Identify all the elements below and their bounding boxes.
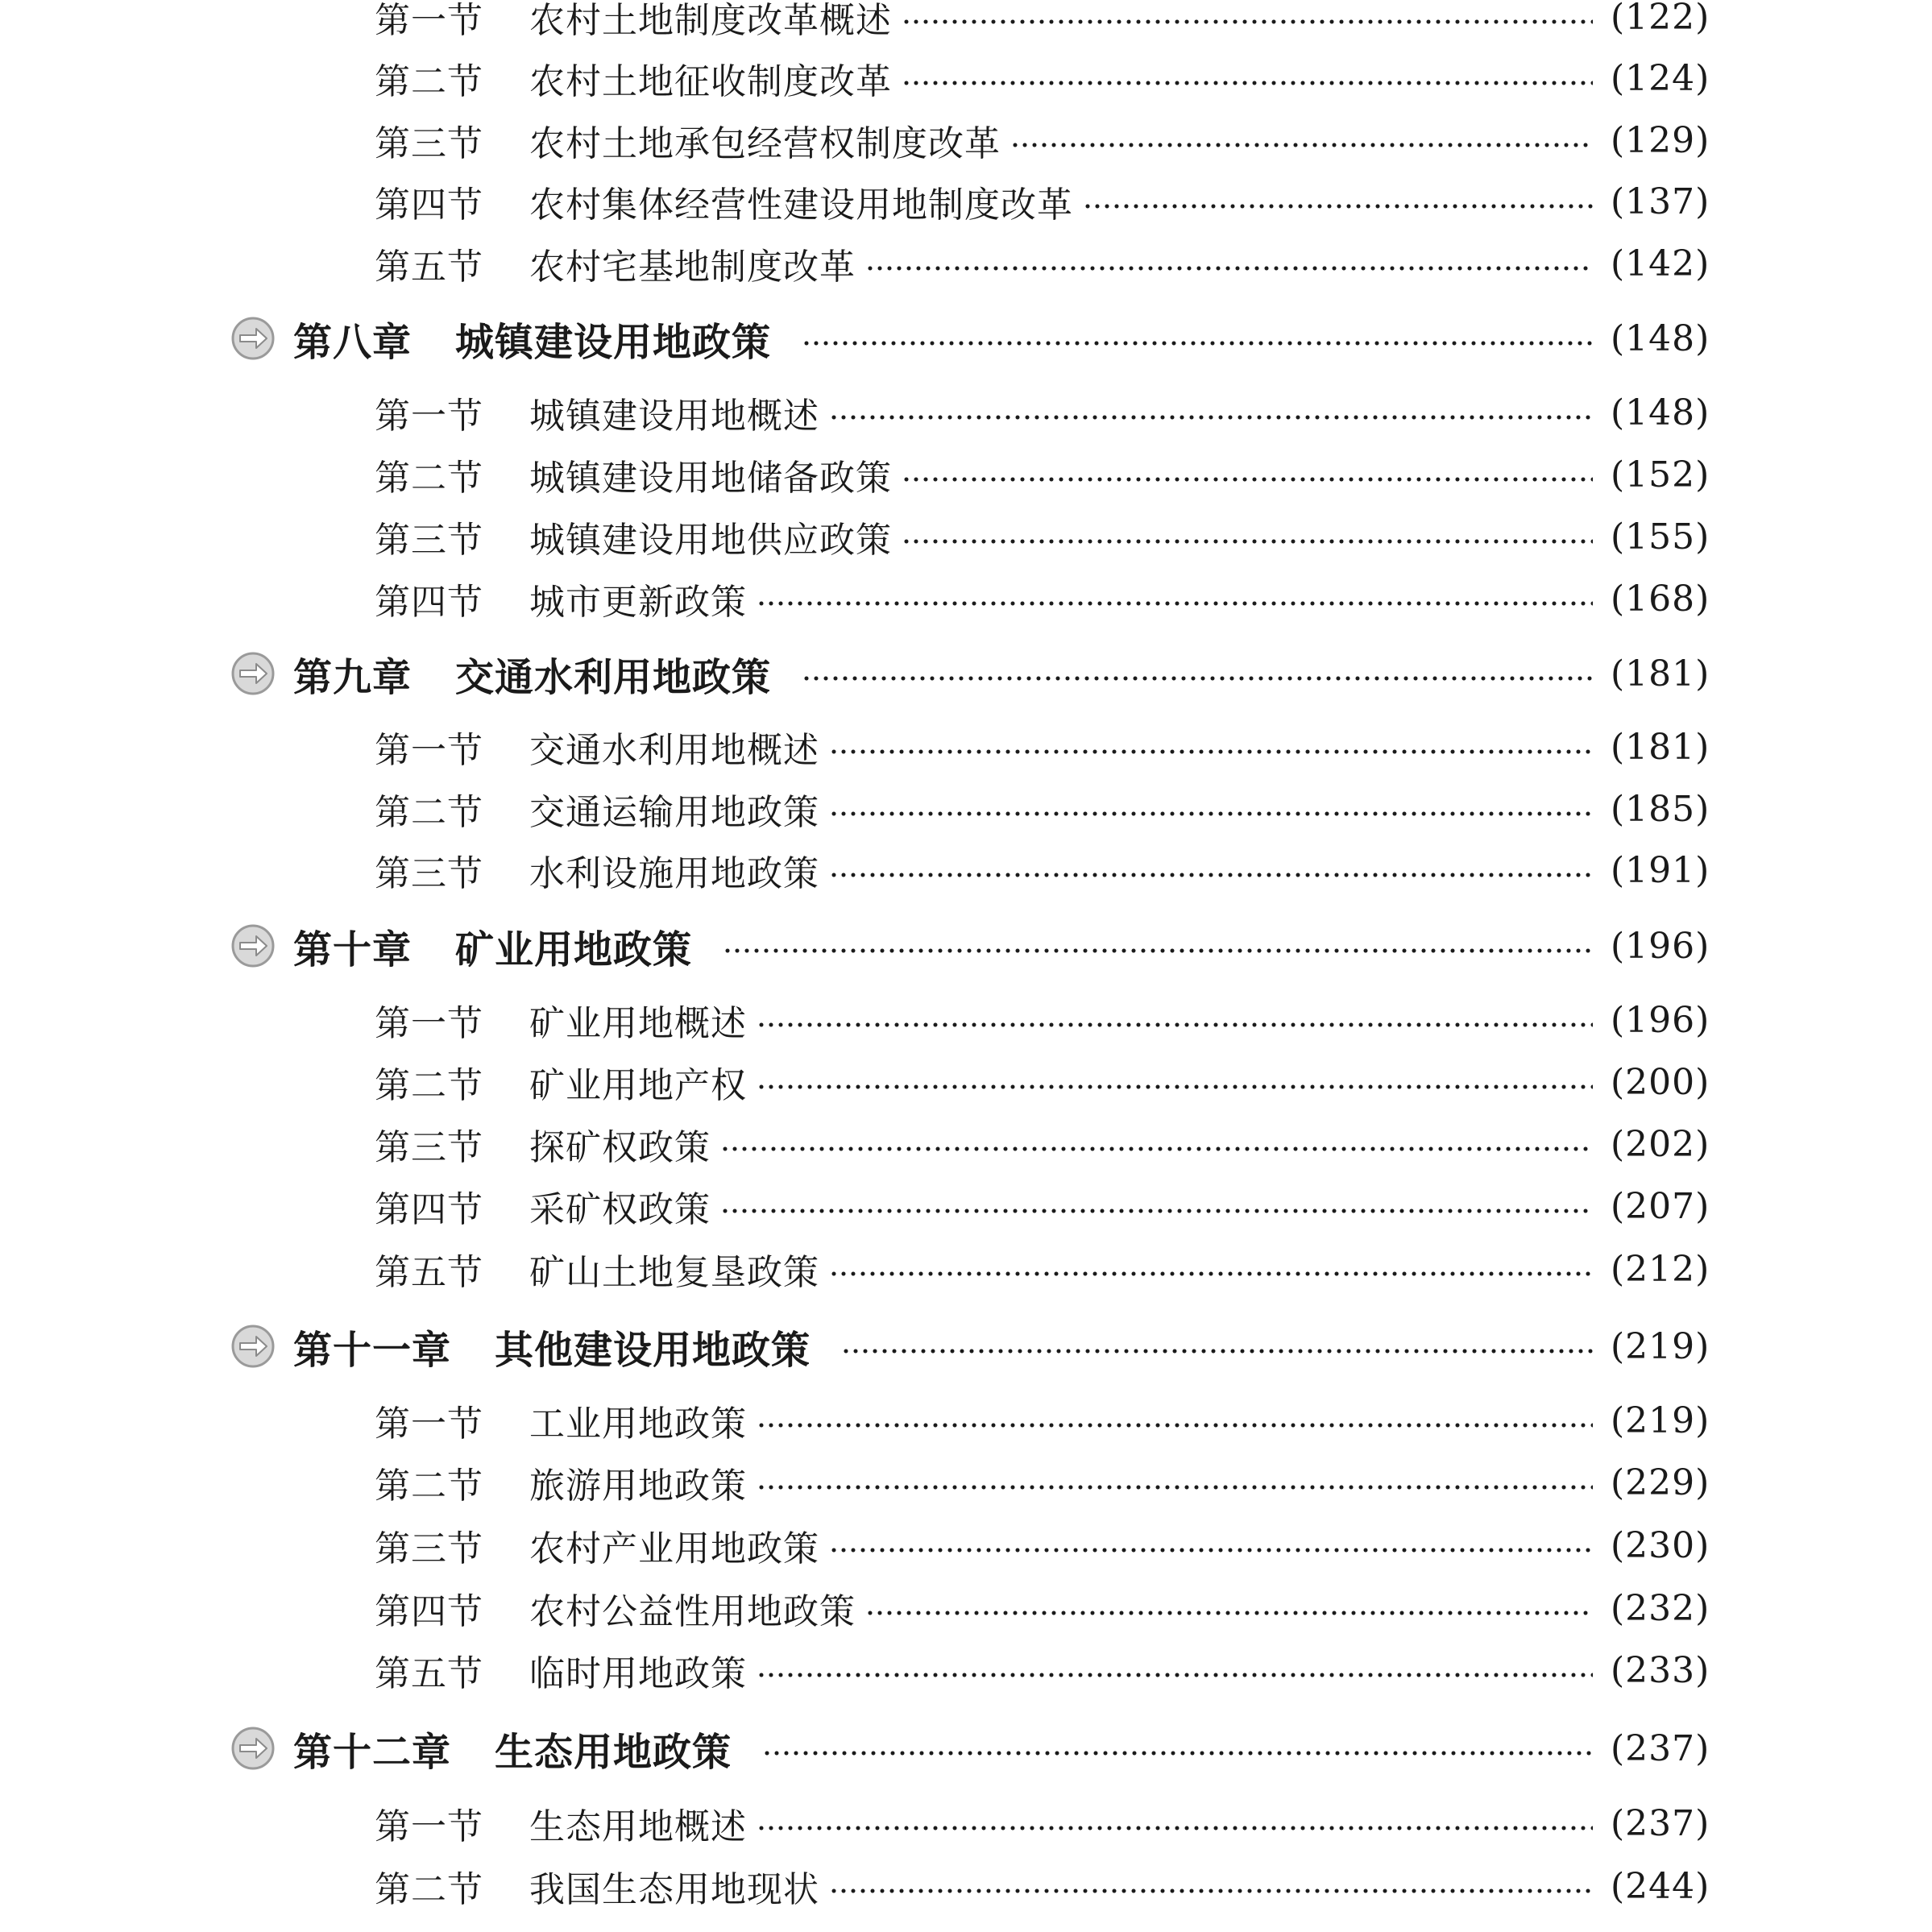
dot-leader [829,1888,1593,1893]
toc-chapter-row[interactable] [230,1317,1710,1375]
page-number: (212) [1611,1248,1710,1290]
chapter-title: 交通水利用地政策 [455,654,772,700]
section-number: 第一节 [375,0,483,41]
toc-section-row[interactable] [375,1118,1710,1170]
dot-leader [829,873,1593,877]
toc-section-row[interactable] [375,387,1710,438]
dot-leader [762,1751,1593,1756]
toc-section-row[interactable] [375,0,1710,43]
page-number: (237) [1611,1802,1710,1844]
dot-leader [902,81,1593,85]
toc-chapter-row[interactable] [230,1719,1710,1777]
page-number: (152) [1611,454,1710,495]
section-title: 城镇建设用地概述 [529,396,819,437]
section-number: 第四节 [375,1189,483,1230]
dot-leader [829,811,1593,816]
dot-leader [757,1485,1593,1490]
toc-section-row[interactable] [375,1395,1710,1446]
dot-leader [802,341,1593,346]
page-number: (191) [1611,849,1710,891]
toc-section-row[interactable] [375,1644,1710,1696]
section-number: 第三节 [375,520,483,561]
section-title: 农村土地征收制度改革 [529,61,892,102]
section-title: 水利设施用地政策 [529,853,819,894]
chapter-title: 城镇建设用地政策 [455,319,772,365]
section-number: 第二节 [375,61,483,102]
dot-leader [829,1271,1593,1276]
page-number: (185) [1611,788,1710,830]
toc-section-row[interactable] [375,52,1710,104]
page-number: (207) [1611,1185,1710,1227]
section-title: 采矿权政策 [529,1189,711,1230]
page-number: (232) [1611,1587,1710,1629]
page-number: (124) [1611,57,1710,99]
dot-leader [865,266,1593,271]
section-title: 旅游用地政策 [529,1466,747,1507]
dot-leader [723,948,1593,953]
dot-leader [829,415,1593,420]
toc-section-row[interactable] [375,449,1710,500]
section-title: 矿山土地复垦政策 [529,1252,819,1293]
toc-section-row[interactable] [375,1519,1710,1571]
toc-section-row[interactable] [375,994,1710,1046]
toc-chapter-row[interactable] [230,645,1710,703]
page-number: (230) [1611,1524,1710,1566]
section-title: 农村宅基地制度改革 [529,247,856,288]
page-number: (244) [1611,1865,1710,1907]
page-number: (233) [1611,1649,1710,1691]
dot-leader [720,1209,1593,1213]
section-number: 第一节 [375,730,483,771]
section-title: 生态用地概述 [529,1806,747,1847]
toc-section-row[interactable] [375,238,1710,289]
page-number: (219) [1611,1325,1710,1367]
dot-leader [841,1349,1593,1354]
section-number: 第三节 [375,1528,483,1569]
section-title: 探矿权政策 [529,1127,711,1168]
page-number: (196) [1611,999,1710,1041]
dot-leader [757,1826,1593,1830]
section-number: 第三节 [375,123,483,164]
section-title: 农村公益性用地政策 [529,1591,856,1632]
arrow-circle-icon [230,651,276,696]
section-title: 农村集体经营性建设用地制度改革 [529,184,1073,226]
page-number: (142) [1611,243,1710,284]
dot-leader [757,1673,1593,1677]
dot-leader [902,539,1593,544]
chapter-number: 第十一章 [293,1327,452,1373]
section-title: 矿业用地概述 [529,1003,747,1044]
page-number: (200) [1611,1061,1710,1103]
section-title: 我国生态用地现状 [529,1869,819,1910]
section-number: 第三节 [375,1127,483,1168]
section-number: 第四节 [375,1591,483,1632]
section-title: 农村土地制度改革概述 [529,0,892,41]
section-number: 第一节 [375,1806,483,1847]
dot-leader [829,749,1593,754]
section-number: 第四节 [375,184,483,226]
section-title: 临时用地政策 [529,1653,747,1694]
section-title: 交通水利用地概述 [529,730,819,771]
section-number: 第五节 [375,1252,483,1293]
toc-section-row[interactable] [375,783,1710,835]
page-number: (129) [1611,119,1710,161]
chapter-title: 其他建设用地政策 [495,1327,811,1373]
page-number: (196) [1611,925,1710,967]
toc-section-row[interactable] [375,1860,1710,1912]
chapter-title: 生态用地政策 [495,1729,732,1775]
section-title: 城市更新政策 [529,582,747,623]
section-title: 城镇建设用地储备政策 [529,458,892,499]
section-number: 第四节 [375,582,483,623]
section-number: 第一节 [375,1003,483,1044]
section-number: 第二节 [375,458,483,499]
page-number: (181) [1611,726,1710,768]
toc-section-row[interactable] [375,1797,1710,1849]
dot-leader [902,477,1593,482]
section-title: 矿业用地产权 [529,1065,747,1106]
section-number: 第二节 [375,1869,483,1910]
dot-leader [1083,204,1593,209]
section-title: 工业用地政策 [529,1403,747,1445]
section-title: 交通运输用地政策 [529,792,819,833]
section-title: 城镇建设用地供应政策 [529,520,892,561]
page-number: (155) [1611,516,1710,558]
section-number: 第一节 [375,396,483,437]
page-number: (219) [1611,1399,1710,1441]
page-number: (168) [1611,578,1710,620]
dot-leader [757,1084,1593,1089]
page-number: (137) [1611,180,1710,222]
section-number: 第一节 [375,1403,483,1445]
page-number: (148) [1611,392,1710,433]
section-number: 第五节 [375,1653,483,1694]
dot-leader [802,676,1593,681]
chapter-number: 第十二章 [293,1729,452,1775]
dot-leader [865,1611,1593,1615]
arrow-circle-icon [230,1324,276,1369]
toc-section-row[interactable] [375,1457,1710,1508]
arrow-circle-icon [230,923,276,968]
chapter-number: 第十章 [293,927,413,972]
page-number: (229) [1611,1461,1710,1503]
dot-leader [757,1022,1593,1027]
toc-section-row[interactable] [375,573,1710,624]
toc-section-row[interactable] [375,1180,1710,1232]
toc-section-row[interactable] [375,176,1710,227]
toc-section-row[interactable] [375,1056,1710,1108]
section-title: 农村土地承包经营权制度改革 [529,123,1001,164]
page-number: (181) [1611,653,1710,694]
dot-leader [757,601,1593,606]
toc-section-row[interactable] [375,511,1710,562]
dot-leader [757,1423,1593,1428]
toc-section-row[interactable] [375,114,1710,166]
section-number: 第三节 [375,853,483,894]
toc-section-row[interactable] [375,844,1710,896]
toc-section-row[interactable] [375,1243,1710,1295]
dot-leader [1010,143,1593,147]
section-title: 农村产业用地政策 [529,1528,819,1569]
chapter-title: 矿业用地政策 [455,927,693,972]
arrow-circle-icon [230,1726,276,1771]
page-number: (237) [1611,1727,1710,1769]
toc-section-row[interactable] [375,1582,1710,1634]
dot-leader [720,1146,1593,1151]
arrow-circle-icon [230,316,276,361]
dot-leader [829,1548,1593,1553]
chapter-number: 第八章 [293,319,413,365]
page-number: (202) [1611,1123,1710,1165]
section-number: 第二节 [375,1466,483,1507]
section-number: 第二节 [375,792,483,833]
page-number: (148) [1611,317,1710,359]
toc-chapter-row[interactable] [230,917,1710,975]
page-number: (122) [1611,0,1710,38]
toc-chapter-row[interactable] [230,309,1710,367]
dot-leader [902,19,1593,24]
section-number: 第五节 [375,247,483,288]
chapter-number: 第九章 [293,654,413,700]
toc-section-row[interactable] [375,721,1710,773]
section-number: 第二节 [375,1065,483,1106]
